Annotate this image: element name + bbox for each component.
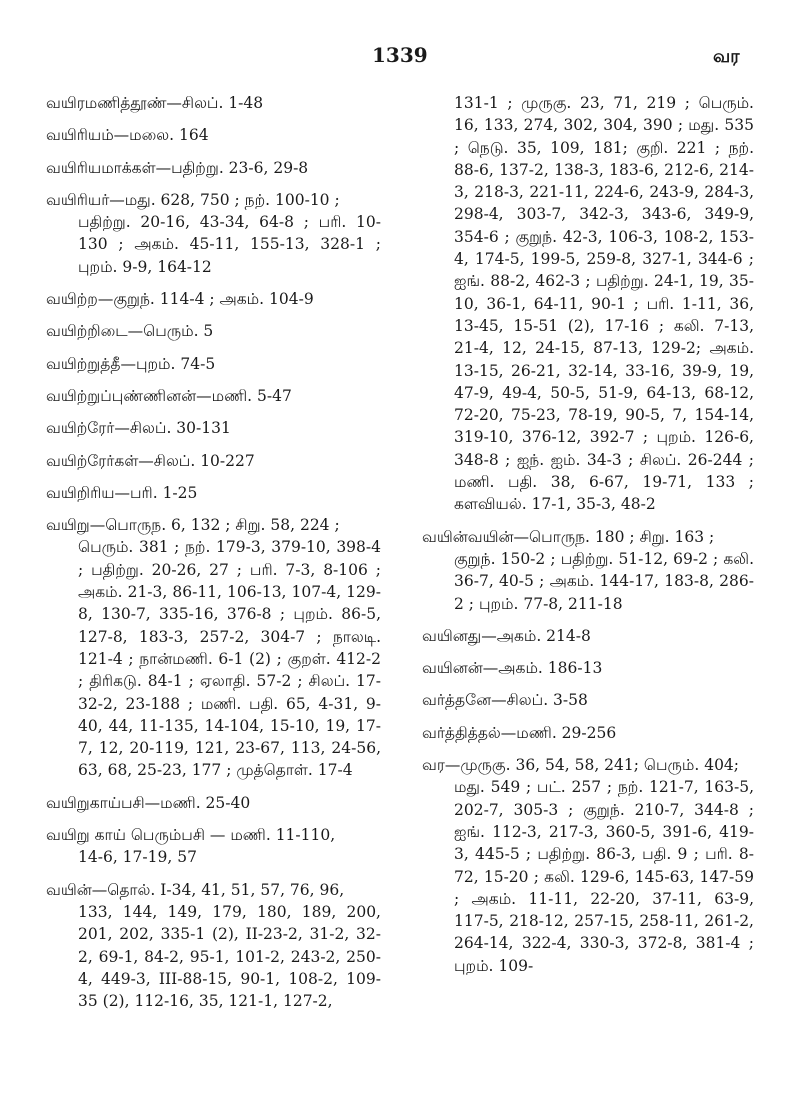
entry-headword-line: வயிறிரிய—பரி. 1-25: [46, 483, 198, 502]
entry-headword-line: வயின்வயின்—பொருந. 180 ; சிறு. 163 ;: [422, 527, 715, 546]
index-column-left: [46, 92, 381, 1022]
index-entry: [46, 288, 381, 310]
index-entry: [46, 824, 381, 869]
index-entry: [46, 320, 381, 342]
index-entry: [46, 92, 381, 114]
entry-headword-line: வர்த்தித்தல்—மணி. 29-256: [422, 723, 617, 742]
index-entry: [422, 722, 754, 744]
entry-references: 131-1 ; முருகு. 23, 71, 219 ; பெரும். 16, 133, 274, 302, 304, 390 ; மது. 535 ; நெடு. 35, 109, 181; குறி. 221 ; நற். 88-6, 137-2, 138-3, 183-6, 212-6, 214-3, 218-3, 221-11, 224-6, 243-9, 284-3, 298-4, 303-7, 342-3, 343-6, 349-9, 354-6 ; குறுந். 42-3, 106-3, 108-2, 153-4, 174-5, 199-5, 259-8, 327-1, 344-6 ; ஐங். 88-2, 462-3 ; பதிற்று. 24-1, 19, 35-10, 36-1, 64-11, 90-1 ; பரி. 1-11, 36, 13-45, 15-51 (2), 17-16 ; கலி. 7-13, 21-4, 12, 24-15, 87-13, 129-2; அகம். 13-15, 26-21, 32-14, 33-16, 39-9, 19, 47-9, 49-4, 50-5, 51-9, 64-13, 68-12, 72-20, 75-23, 78-19, 90-5, 7, 154-14, 319-10, 376-12, 392-7 ; புறம். 126-6, 348-8 ; ஐந். ஐம். 34-3 ; சிலப். 26-244 ; மணி. பதி. 38, 6-67, 19-71, 133 ; களவியல். 17-1, 35-3, 48-2: [454, 94, 754, 514]
entry-headword-line: வயிறு—பொருந. 6, 132 ; சிறு. 58, 224 ;: [46, 516, 340, 535]
entry-headword-line: வர—முருகு. 36, 54, 58, 241; பெரும். 404;: [422, 756, 740, 775]
index-entry: [46, 482, 381, 504]
index-column-right: [422, 92, 754, 987]
page-number: 1339: [372, 43, 428, 67]
entry-headword-line: வயினன்—அகம். 186-13: [422, 659, 603, 678]
entry-references: மது. 549 ; பட். 257 ; நற். 121-7, 163-5, 202-7, 305-3 ; குறுந். 210-7, 344-8 ; ஐங். 112-3, 217-3, 360-5, 391-6, 419-3, 445-5 ; பதிற்று. 86-3, பதி. 9 ; பரி. 8-72, 15-20 ; கலி. 129-6, 145-63, 147-59 ; அகம். 11-11, 22-20, 37-11, 63-9, 117-5, 218-12, 257-15, 258-11, 261-2, 264-14, 322-4, 330-3, 372-8, 381-4 ; புறம். 109-: [454, 778, 754, 975]
index-entry: [46, 417, 381, 439]
index-entry: [46, 124, 381, 146]
index-entry: [46, 879, 381, 1013]
index-entry: [46, 792, 381, 814]
entry-headword-line: வயினது—அகம். 214-8: [422, 626, 591, 645]
entry-headword-line: வயின்—தொல். I-34, 41, 51, 57, 76, 96,: [46, 880, 345, 899]
entry-headword-line: வயிறுகாய்பசி—மணி. 25-40: [46, 793, 251, 812]
entry-headword-line: வயிரியமாக்கள்—பதிற்று. 23-6, 29-8: [46, 158, 309, 177]
entry-headword-line: வயிறு காய் பெரும்பசி — மணி. 11-110,: [46, 826, 336, 845]
index-entry: [422, 657, 754, 679]
entry-references: 14-6, 17-19, 57: [78, 848, 197, 867]
entry-headword-line: வயிரமணித்தூண்—சிலப். 1-48: [46, 94, 264, 112]
entry-headword-line: வயிற்ற—குறுந். 114-4 ; அகம். 104-9: [46, 290, 314, 309]
entry-references: பதிற்று. 20-16, 43-34, 64-8 ; பரி. 10-130 ; அகம். 45-11, 155-13, 328-1 ; புறம். 9-9, 164-12: [78, 213, 381, 276]
entry-headword-line: வயிற்ரேர்—சிலப். 30-131: [46, 419, 231, 438]
entry-headword-line: வயிற்றுப்புண்ணினன்—மணி. 5-47: [46, 386, 292, 405]
index-entry: [46, 353, 381, 375]
index-entry: [46, 450, 381, 472]
index-entry: [422, 689, 754, 711]
index-entry: [46, 189, 381, 278]
entry-headword-line: வயிரியம்—மலை. 164: [46, 126, 209, 145]
index-entry: [46, 157, 381, 179]
running-head: வர: [713, 46, 740, 67]
index-entry: [422, 625, 754, 647]
index-entry: [422, 526, 754, 615]
index-entry: [422, 754, 754, 977]
entry-references: பெரும். 381 ; நற். 179-3, 379-10, 398-4 ; பதிற்று. 20-26, 27 ; பரி. 7-3, 8-106 ; அகம். 21-3, 86-11, 106-13, 107-4, 129-8, 130-7, 335-16, 376-8 ; புறம். 86-5, 127-8, 183-3, 257-2, 304-7 ; நாலடி. 121-4 ; நான்மணி. 6-1 (2) ; குறள். 412-2 ; திரிகடு. 84-1 ; ஏலாதி. 57-2 ; சிலப். 17-32-2, 23-188 ; மணி. பதி. 65, 4-31, 9-40, 44, 11-135, 14-104, 15-10, 19, 17-7, 12, 20-119, 121, 23-67, 113, 24-56, 63, 68, 25-23, 177 ; முத்தொள். 17-4: [78, 538, 381, 780]
entry-headword-line: வர்த்தனே—சிலப். 3-58: [422, 691, 588, 710]
index-entry-continuation: [422, 92, 754, 516]
entry-headword-line: வயிற்ரேர்கள்—சிலப். 10-227: [46, 451, 255, 470]
entry-headword-line: வயிரியர்—மது. 628, 750 ; நற். 100-10 ;: [46, 190, 340, 209]
entry-references: 133, 144, 149, 179, 180, 189, 200, 201, 202, 335-1 (2), II-23-2, 31-2, 32-2, 69-1, 84-2, 95-1, 101-2, 243-2, 250-4, 449-3, III-88-15, 90-1, 108-2, 109-35 (2), 112-16, 35, 121-1, 127-2,: [78, 902, 381, 1011]
index-entry: [46, 385, 381, 407]
entry-headword-line: வயிற்றுத்தீ—புறம். 74-5: [46, 354, 216, 373]
index-entry: [46, 514, 381, 782]
entry-headword-line: வயிற்றிடை—பெரும். 5: [46, 322, 214, 341]
entry-references: குறுந். 150-2 ; பதிற்று. 51-12, 69-2 ; கலி. 36-7, 40-5 ; அகம். 144-17, 183-8, 286-2 ; புறம். 77-8, 211-18: [454, 549, 754, 613]
